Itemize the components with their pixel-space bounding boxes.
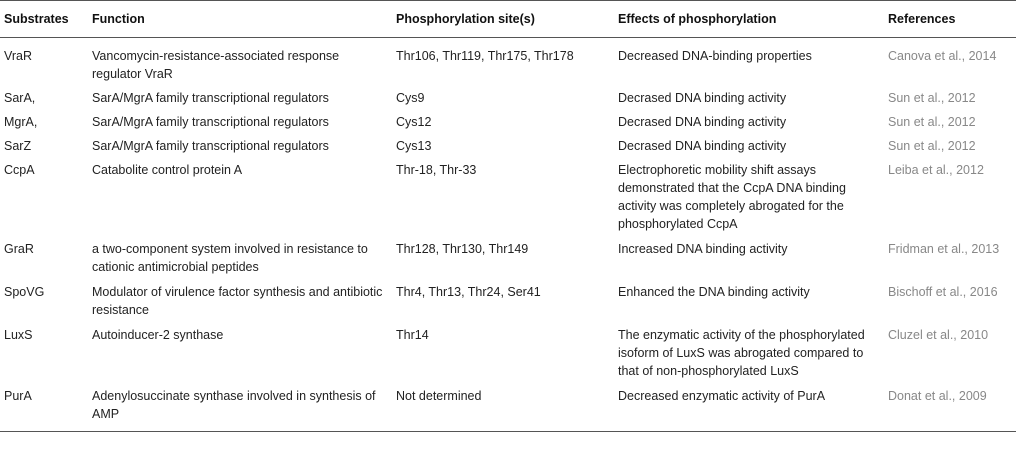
cell-sites: Thr14	[396, 328, 429, 342]
cell-function: Modulator of virulence factor synthesis and antibiotic resistance	[92, 285, 383, 317]
cell-substrate: SarA,	[4, 91, 36, 105]
cell-function: SarA/MgrA family transcriptional regulators	[92, 115, 329, 129]
cell-sites: Thr-18, Thr-33	[396, 163, 477, 177]
cell-effects: Decreased enzymatic activity of PurA	[614, 384, 884, 432]
cell-reference: Canova et al., 2014	[888, 49, 997, 63]
table-header	[0, 1, 1016, 38]
cell-substrate: MgrA,	[4, 115, 38, 129]
table-row	[0, 38, 1016, 88]
cell-substrate: SarZ	[4, 139, 32, 153]
table-row	[0, 135, 1016, 159]
cell-sites: Cys12	[396, 115, 432, 129]
table-row	[0, 111, 1016, 135]
header-row	[0, 1, 1016, 38]
cell-reference: Donat et al., 2009	[884, 384, 1016, 432]
cell-effects: Decrased DNA binding activity	[618, 91, 787, 105]
cell-substrate: PurA	[0, 384, 88, 432]
header-effects: Effects of phosphorylation	[614, 1, 884, 38]
table-row	[0, 87, 1016, 111]
table-row	[0, 323, 1016, 384]
cell-sites: Cys9	[396, 91, 425, 105]
cell-sites: Cys13	[396, 139, 432, 153]
cell-reference: Sun et al., 2012	[888, 115, 976, 129]
cell-effects: Increased DNA binding activity	[618, 242, 788, 256]
cell-substrate: CcpA	[4, 163, 35, 177]
cell-sites: Thr106, Thr119, Thr175, Thr178	[396, 49, 574, 63]
cell-substrate: VraR	[4, 49, 33, 63]
cell-effects: Decreased DNA-binding properties	[618, 49, 812, 63]
cell-effects: Decrased DNA binding activity	[618, 139, 787, 153]
header-phosphorylation-sites: Phosphorylation site(s)	[392, 1, 614, 38]
cell-reference: Fridman et al., 2013	[888, 242, 1000, 256]
cell-function: Adenylosuccinate synthase involved in synthesis of AMP	[88, 384, 392, 432]
cell-effects: Electrophoretic mobility shift assays demonstrated that the CcpA DNA binding activity was completely abrogated for the phosphorylated CcpA	[618, 163, 846, 231]
cell-reference: Leiba et al., 2012	[888, 163, 984, 177]
cell-function: Autoinducer-2 synthase	[92, 328, 224, 342]
cell-function: Vancomycin-resistance-associated response regulator VraR	[92, 49, 340, 81]
cell-sites: Not determined	[392, 384, 614, 432]
table-row	[0, 384, 1016, 432]
header-function: Function	[88, 1, 392, 38]
cell-function: SarA/MgrA family transcriptional regulators	[92, 139, 329, 153]
cell-function: SarA/MgrA family transcriptional regulators	[92, 91, 329, 105]
header-substrates: Substrates	[0, 1, 88, 38]
cell-effects: Enhanced the DNA binding activity	[618, 285, 810, 299]
cell-sites: Thr4, Thr13, Thr24, Ser41	[396, 285, 541, 299]
table-row	[0, 237, 1016, 280]
cell-substrate: SpoVG	[4, 285, 45, 299]
cell-sites: Thr128, Thr130, Thr149	[396, 242, 529, 256]
cell-effects: Decrased DNA binding activity	[618, 115, 787, 129]
table-body	[0, 38, 1016, 432]
cell-effects: The enzymatic activity of the phosphorylated isoform of LuxS was abrogated compared to that of non-phosphorylated LuxS	[618, 328, 865, 378]
cell-substrate: GraR	[4, 242, 34, 256]
cell-reference: Bischoff et al., 2016	[888, 285, 998, 299]
cell-function: a two-component system involved in resistance to cationic antimicrobial peptides	[92, 242, 368, 274]
table-row	[0, 159, 1016, 237]
cell-reference: Sun et al., 2012	[888, 91, 976, 105]
cell-reference: Cluzel et al., 2010	[888, 328, 989, 342]
cell-substrate: LuxS	[4, 328, 33, 342]
cell-reference: Sun et al., 2012	[888, 139, 976, 153]
header-references: References	[884, 1, 1016, 38]
table-row	[0, 280, 1016, 323]
cell-function: Catabolite control protein A	[92, 163, 243, 177]
